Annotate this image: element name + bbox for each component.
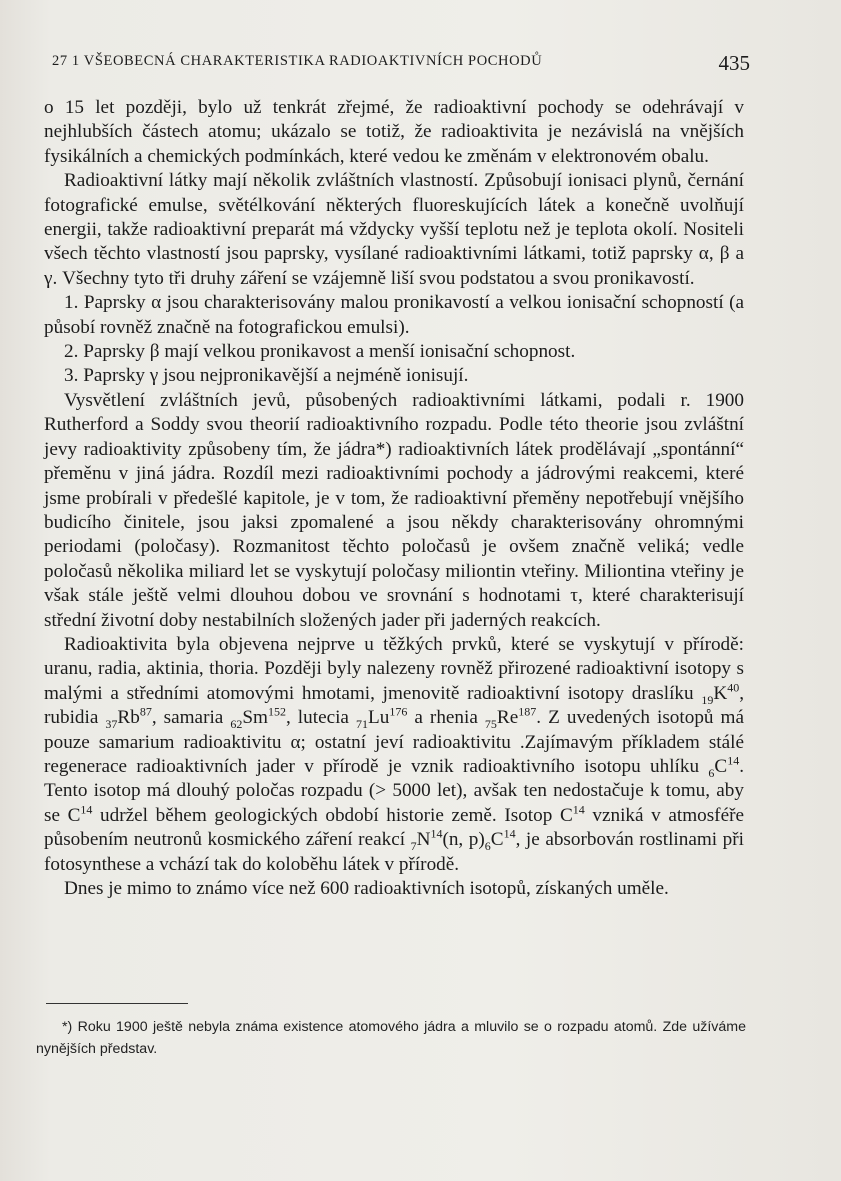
paragraph-5: Dnes je mimo to známo více než 600 radioaktivních isotopů, získaných uměle. — [64, 878, 669, 899]
paragraph-2: Radioaktivní látky mají několik zvláštních vlastností. Způsobují ionisaci plynů, černání fotografické emulse, světélkování některých fluoreskujících látek a konečně uvolňují energii, takže radioaktivní preparát má vždycky vyšší teplotu než je teplota okolí. Nositeli všech těchto vlastností jsou paprsky, vysílané radioaktivními látkami, totiž paprsky α, β a γ. Všechny tyto tři druhy záření se vzájemně liší svou podstatou a svou pronikavostí. — [44, 170, 744, 289]
running-header — [52, 51, 752, 75]
list-item-gamma: 3. Paprsky γ jsou nejpronikavější a nejméně ionisují. — [64, 365, 469, 387]
footnote: *) Roku 1900 ještě nebyla známa existence atomového jádra a mluvilo se o rozpadu atomů. Zde užíváme nynějších představ. — [36, 1019, 746, 1057]
paragraph-1: o 15 let později, bylo už tenkrát zřejmé, že radioaktivní pochody se odehrávají v nejhlubších částech atomu; ukázalo se totiž, že radioaktivita je nezávislá na vnějších fysikálních a chemických podmínkách, které vedou ke změnám v elektronovém obalu. — [44, 97, 744, 167]
page-number: 435 — [718, 51, 750, 75]
section-number: 27 1 — [52, 53, 80, 69]
paragraph-4: Radioaktivita byla objevena nejprve u těžkých prvků, které se vyskytují v přírodě: uranu, radia, aktinia, thoria. Později byly nalezeny rovněž přirozené radioaktivní isotopy s malými a středními atomovými hmotami, jmenovitě radioaktivní isotopy draslíku $_{19}K^{40}$, rubidia $_{37}Rb^{87}$, samaria $_{62}Sm^{152}$, lutecia $_{71}Lu^{176}$ a rhenia $_{75}Re^{187}$. Z uvedených isotopů má pouze samarium radioaktivitu α; ostatní jeví radioaktivitu .Zajímavým příkladem stálé regenerace radioaktivních jader v přírodě je vznik radioaktivního isotopu uhlíku $_6C^{14}$. Tento isotop má dlouhý poločas rozpadu (> 5000 let), avšak ten nedostačuje k tomu, aby se $C^{14}$ udržel během geologických období historie země. Isotop $C^{14}$ vzniká v atmosféře působením neutronů kosmického záření reakcí $_7N^{14}(n$, $p)_6C^{14}$, je absorbován rostlinami při fotosynthese a vchází tak do koloběhu látek v přírodě. — [44, 633, 744, 875]
list-item-beta: 2. Paprsky β mají velkou pronikavost a menší ionisační schopnost. — [64, 341, 576, 363]
paragraph-3: Vysvětlení zvláštních jevů, působených radioaktivními látkami, podali r. 1900 Rutherford a Soddy svou theorií radioaktivního rozpadu. Podle této theorie jsou zvláštní jevy radioaktivity způsobeny tím, že jádra*) radioaktivních látek prodělávají „spontánní“ přeměnu v jiná jádra. Rozdíl mezi radioaktivními pochody a jádrovými reakcemi, které jsme probírali v předešlé kapitole, je v tom, že radioaktivní přeměny nepotřebují vnějšího budicího činitele, jsou jaksi zpomalené a jsou někdy charakterisovány ohromnými periodami (poločasy). Rozmanitost těchto poločasů je ovšem značně veliká; vedle poločasů několika miliard let se vyskytují poločasy miliontin vteřiny. Miliontina vteřiny je však stále ještě velmi dlouhou dobou ve srovnání s hodnotami τ, které charakterisují střední životní doby nestabilních složených jader při jaderných reakcích. — [44, 389, 744, 631]
chapter-title: VŠEOBECNÁ CHARAKTERISTIKA RADIOAKTIVNÍCH POCHODŮ — [83, 53, 543, 69]
main-text — [44, 96, 744, 901]
list-item-alpha: 1. Paprsky α jsou charakterisovány malou pronikavostí a velkou ionisační schopností (a působí rovněž značně na fotografickou emulsi). — [44, 292, 744, 338]
footnote-divider — [46, 1003, 188, 1004]
